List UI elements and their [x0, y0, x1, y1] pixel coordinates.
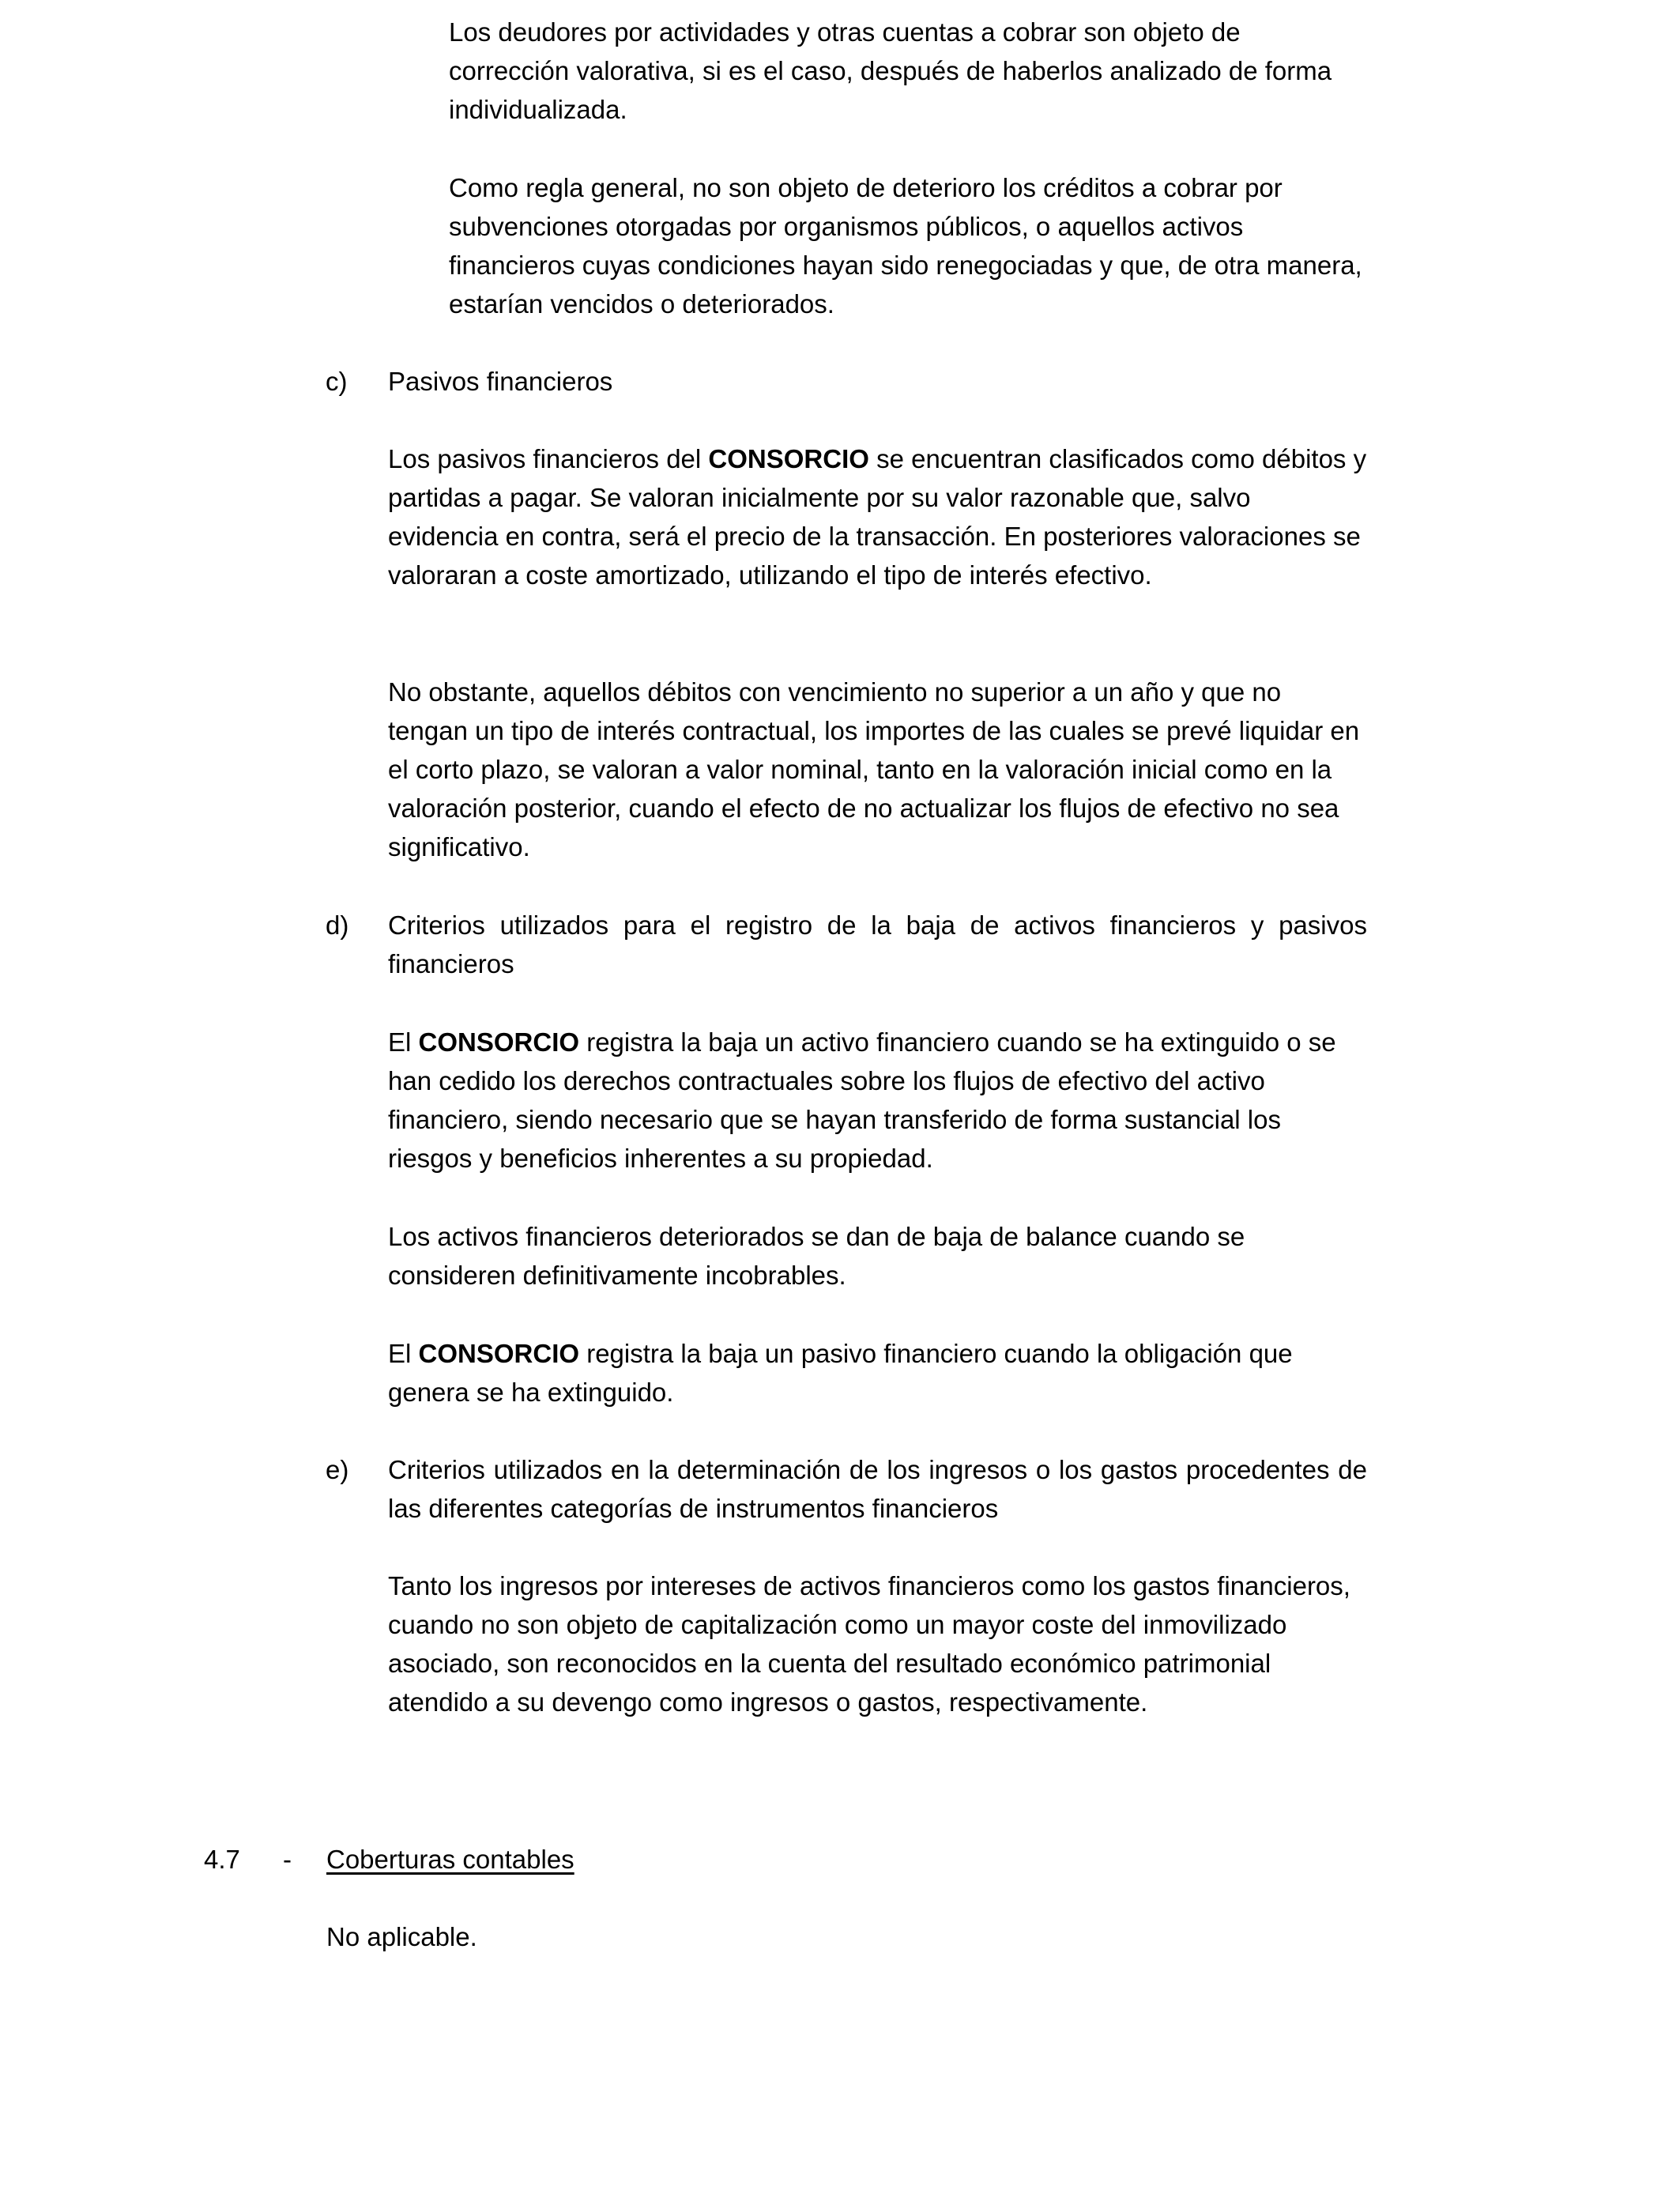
item-e-title: Criterios utilizados en la determinación de los ingresos o los gastos procedentes de las diferentes categorías de instrumentos financieros — [388, 1455, 1367, 1523]
section-4-7-text: No aplicable. — [326, 1922, 477, 1951]
item-c-paragraph-1 — [388, 439, 1367, 594]
paragraph-deudores: Los deudores por actividades y otras cuentas a cobrar son objeto de corrección valorativa, si es el caso, después de haberlos analizado de forma individualizada. — [449, 17, 1332, 124]
entity-name: CONSORCIO — [418, 1339, 580, 1368]
section-dash: - — [283, 1845, 292, 1874]
item-d-paragraph-1 — [388, 1023, 1367, 1178]
text-run: se encuentran clasificados como débitos y partidas a pagar. Se valoran inicialmente por su valor razonable que, salvo evidencia en contra, será el precio de la transacción. En posteriores valoraciones se valoraran a coste amortizado, utilizando el tipo de interés efectivo. — [388, 444, 1367, 590]
item-d-marker: d) — [326, 910, 349, 940]
entity-name: CONSORCIO — [708, 444, 869, 473]
text-run: registra la baja un pasivo financiero cuando la obligación que genera se ha extinguido. — [388, 1339, 1293, 1407]
paragraph-regla-general: Como regla general, no son objeto de deterioro los créditos a cobrar por subvenciones otorgadas por organismos públicos, o aquellos activos financieros cuyas condiciones hayan sido renegociadas y que, de otra manera, estarían vencidos o deteriorados. — [449, 173, 1362, 319]
item-e-paragraph-1: Tanto los ingresos por intereses de activos financieros como los gastos financieros, cuando no son objeto de capitalización como un mayor coste del inmovilizado asociado, son reconocidos en la cuenta del resultado económico patrimonial atendido a su devengo como ingresos o gastos, respectivamente. — [388, 1571, 1350, 1717]
section-title: Coberturas contables — [326, 1845, 574, 1874]
text-run: El — [388, 1027, 419, 1057]
section-number: 4.7 — [204, 1845, 240, 1874]
item-e-marker: e) — [326, 1455, 349, 1484]
text-run: El — [388, 1339, 419, 1368]
item-c-marker: c) — [326, 367, 348, 396]
entity-name: CONSORCIO — [418, 1027, 580, 1057]
item-c-paragraph-2: No obstante, aquellos débitos con vencimiento no superior a un año y que no tengan un tipo de interés contractual, los importes de las cuales se prevé liquidar en el corto plazo, se valoran a valor nominal, tanto en la valoración inicial como en la valoración posterior, cuando el efecto de no actualizar los flujos de efectivo no sea significativo. — [388, 677, 1360, 861]
item-d-paragraph-3 — [388, 1334, 1367, 1412]
text-run: registra la baja un activo financiero cuando se ha extinguido o se han cedido los derechos contractuales sobre los flujos de efectivo del activo financiero, siendo necesario que se hayan transferido de forma sustancial los riesgos y beneficios inherentes a su propiedad. — [388, 1027, 1336, 1173]
item-c-title: Pasivos financieros — [388, 367, 613, 396]
text-run: Los pasivos financieros del — [388, 444, 709, 473]
item-d-paragraph-2: Los activos financieros deteriorados se dan de baja de balance cuando se consideren definitivamente incobrables. — [388, 1222, 1245, 1290]
item-d-title: Criterios utilizados para el registro de la baja de activos financieros y pasivos financieros — [388, 910, 1367, 978]
